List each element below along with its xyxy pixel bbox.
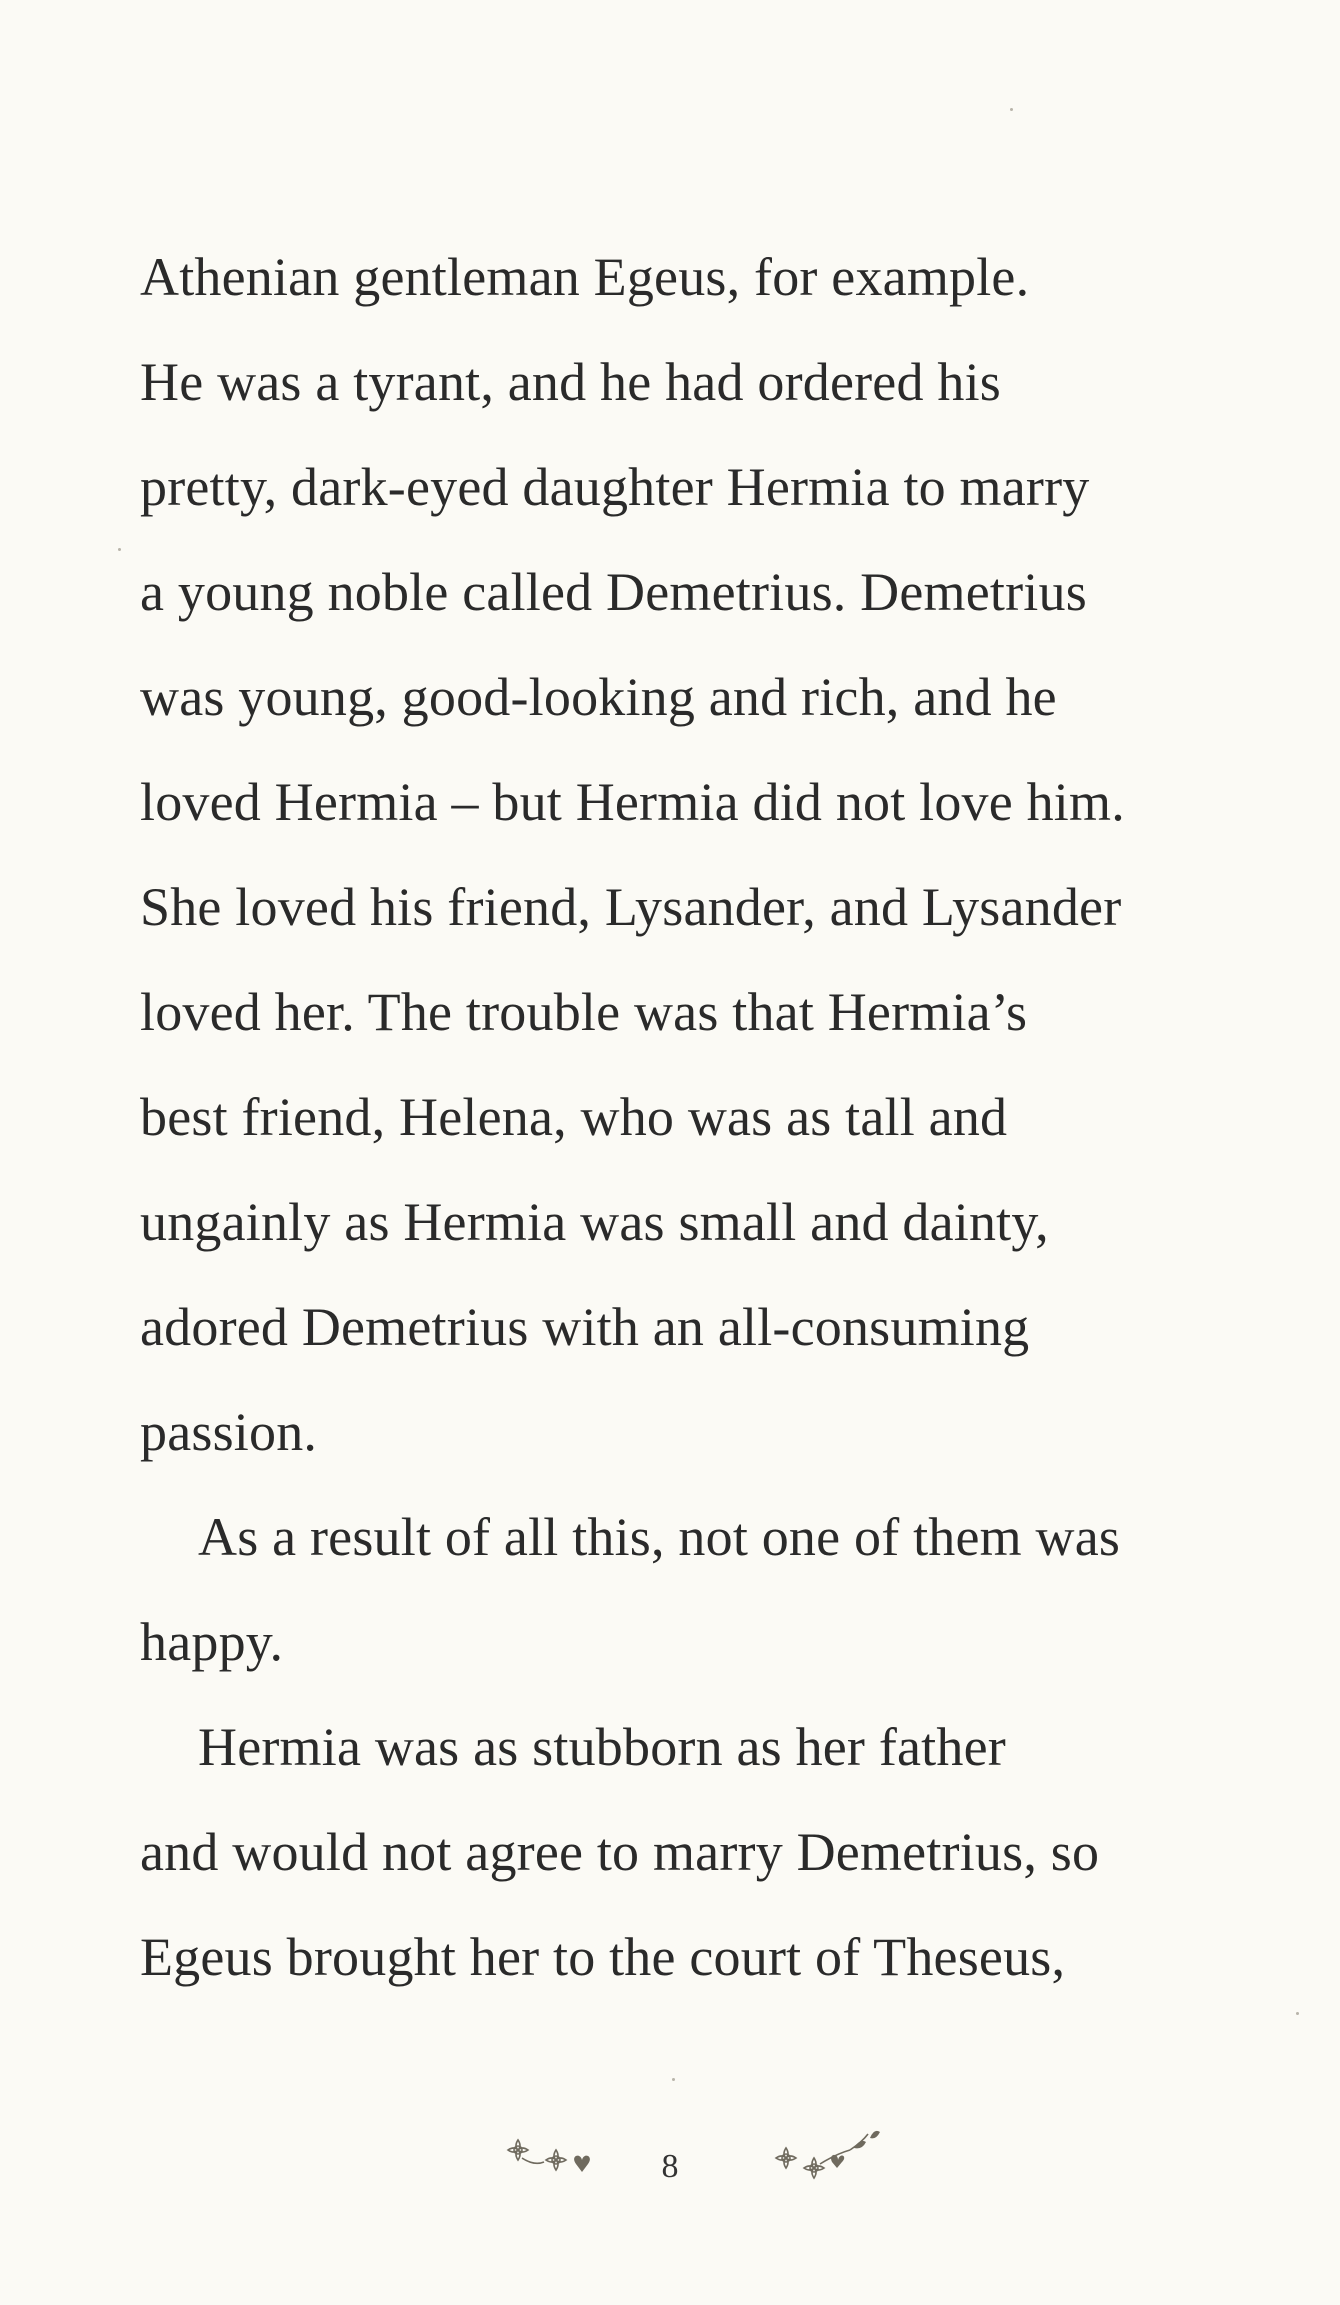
page-footer	[0, 2128, 1340, 2208]
text-line: Athenian gentleman Egeus, for example.	[140, 247, 1030, 307]
text-line: passion.	[140, 1402, 318, 1462]
text-line: She loved his friend, Lysander, and Lysander	[140, 877, 1122, 937]
paper-speck	[1010, 108, 1013, 111]
flower-sprig-icon	[770, 2128, 900, 2192]
text-line: adored Demetrius with an all-consuming	[140, 1297, 1030, 1357]
paper-speck	[118, 548, 121, 551]
text-line: was young, good-looking and rich, and he	[140, 667, 1057, 727]
text-line: loved Hermia – but Hermia did not love him.	[140, 772, 1125, 832]
text-line: ungainly as Hermia was small and dainty,	[140, 1192, 1049, 1252]
paragraph-first-line: As a result of all this, not one of them was	[198, 1507, 1121, 1567]
paper-speck	[1296, 2012, 1299, 2015]
paragraph-first-line: Hermia was as stubborn as her father	[198, 1717, 1006, 1777]
text-line: and would not agree to marry Demetrius, so	[140, 1822, 1100, 1882]
text-line: loved her. The trouble was that Hermia’s	[140, 982, 1028, 1042]
text-line: happy.	[140, 1612, 284, 1672]
text-line: He was a tyrant, and he had ordered his	[140, 352, 1001, 412]
text-line: a young noble called Demetrius. Demetrius	[140, 562, 1087, 622]
page-number: 8	[661, 2148, 679, 2185]
text-line: best friend, Helena, who was as tall and	[140, 1087, 1008, 1147]
flower-sprig-icon	[500, 2128, 620, 2188]
book-page-text	[140, 225, 1270, 2010]
text-line: pretty, dark-eyed daughter Hermia to marry	[140, 457, 1090, 517]
text-line: Egeus brought her to the court of Theseus,	[140, 1927, 1066, 1987]
paper-speck	[672, 2078, 675, 2081]
